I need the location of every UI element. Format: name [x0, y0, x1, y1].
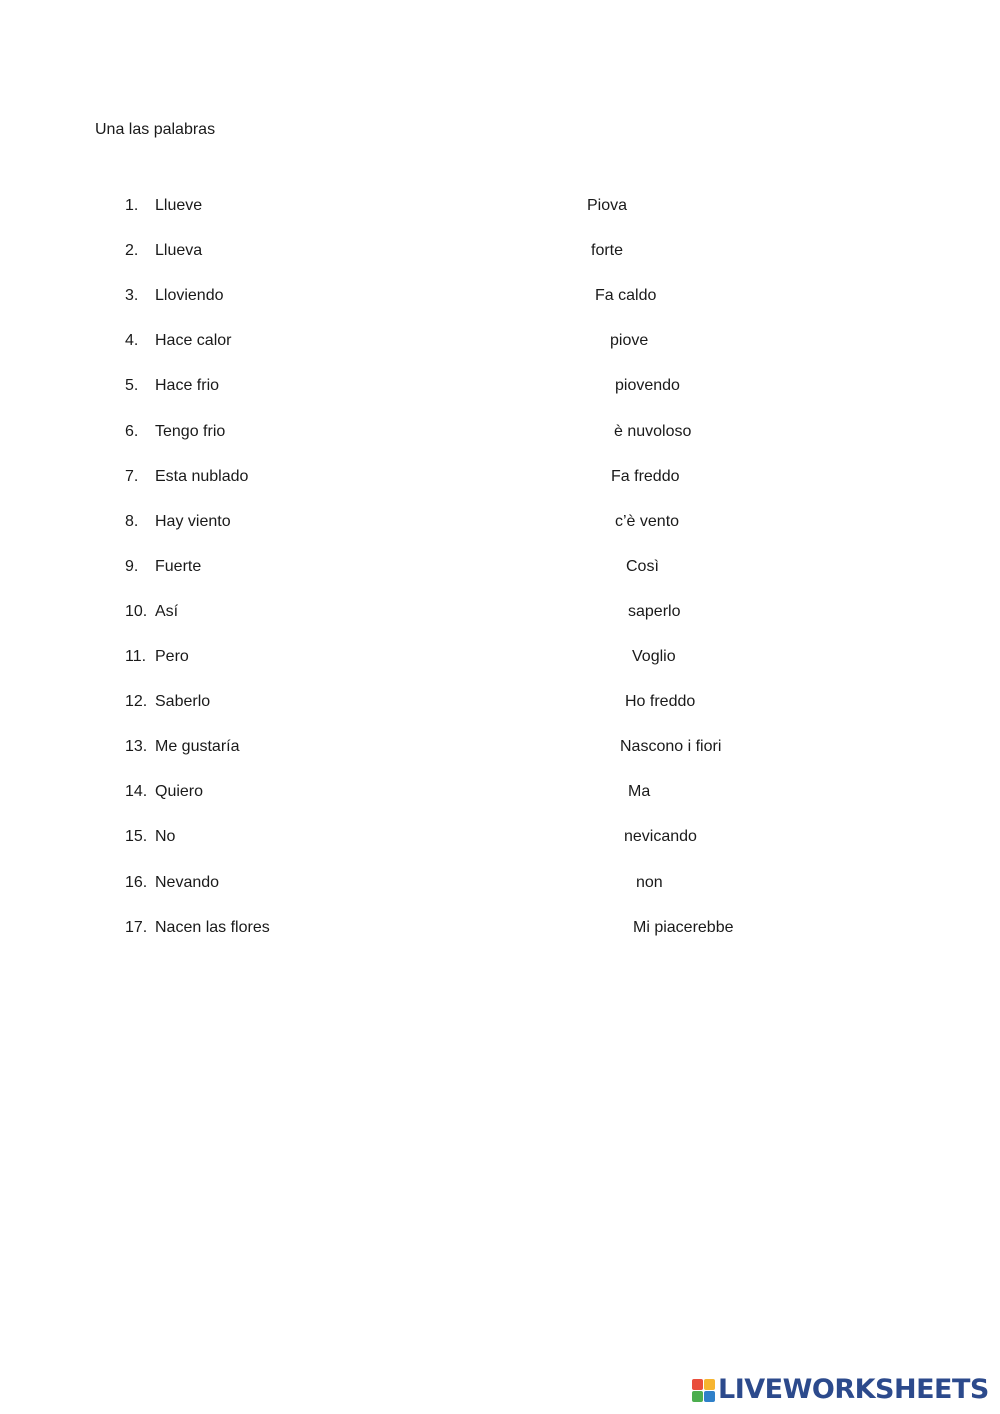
item-number: 4.: [125, 332, 139, 349]
list-item: [0, 736, 1000, 758]
item-number: 8.: [125, 513, 139, 530]
list-item: [0, 646, 1000, 668]
item-number: 6.: [125, 423, 139, 440]
list-item: [0, 511, 1000, 533]
spanish-word: Lloviendo: [155, 287, 224, 304]
logo-text: LIVEWORKSHEETS: [718, 1374, 989, 1405]
italian-word: non: [636, 874, 663, 891]
spanish-word: Quiero: [155, 783, 204, 800]
logo-square-green: [692, 1391, 703, 1402]
item-number: 9.: [125, 558, 139, 575]
spanish-word: Hay viento: [155, 513, 231, 530]
spanish-word: Saberlo: [155, 693, 211, 710]
item-number: 15.: [125, 828, 148, 845]
item-number: 13.: [125, 738, 148, 755]
italian-word: Nascono i fiori: [620, 738, 722, 755]
item-number: 11.: [125, 648, 147, 665]
list-item: [0, 826, 1000, 848]
logo-square-yellow: [704, 1379, 715, 1390]
list-item: [0, 330, 1000, 352]
logo-square-red: [692, 1379, 703, 1390]
list-item: [0, 872, 1000, 894]
italian-word: nevicando: [624, 828, 697, 845]
italian-word: piovendo: [615, 377, 680, 394]
italian-word: Così: [626, 558, 659, 575]
italian-word: piove: [610, 332, 649, 349]
spanish-word: Así: [155, 603, 179, 620]
item-number: 2.: [125, 242, 139, 259]
spanish-word: Fuerte: [155, 558, 202, 575]
italian-word: Fa freddo: [611, 468, 680, 485]
list-item: [0, 466, 1000, 488]
list-item: [0, 917, 1000, 939]
spanish-word: No: [155, 828, 176, 845]
italian-word: Piova: [587, 197, 628, 214]
italian-word: Mi piacerebbe: [633, 919, 734, 936]
item-number: 7.: [125, 468, 139, 485]
list-item: [0, 601, 1000, 623]
item-number: 10.: [125, 603, 148, 620]
list-item: [0, 285, 1000, 307]
item-number: 12.: [125, 693, 148, 710]
spanish-word: Llueva: [155, 242, 203, 259]
spanish-word: Nevando: [155, 874, 220, 891]
italian-word: c’è vento: [615, 513, 680, 530]
spanish-word: Llueve: [155, 197, 203, 214]
logo-square-blue: [704, 1391, 715, 1402]
italian-word: Ma: [628, 783, 651, 800]
italian-word: Ho freddo: [625, 693, 696, 710]
italian-word: saperlo: [628, 603, 681, 620]
italian-word: Voglio: [632, 648, 676, 665]
spanish-word: Hace frio: [155, 377, 220, 394]
list-item: [0, 421, 1000, 443]
italian-word: Fa caldo: [595, 287, 657, 304]
list-item: [0, 691, 1000, 713]
spanish-word: Pero: [155, 648, 189, 665]
italian-word: forte: [591, 242, 624, 259]
item-number: 17.: [125, 919, 148, 936]
spanish-word: Nacen las flores: [155, 919, 270, 936]
list-item: [0, 240, 1000, 262]
list-item: [0, 195, 1000, 217]
instruction-text: Una las palabras: [95, 121, 216, 138]
item-number: 14.: [125, 783, 148, 800]
list-item: [0, 556, 1000, 578]
italian-word: è nuvoloso: [614, 423, 692, 440]
spanish-word: Esta nublado: [155, 468, 249, 485]
list-item: [0, 781, 1000, 803]
item-number: 16.: [125, 874, 148, 891]
liveworksheets-logo-icon: [692, 1379, 715, 1402]
spanish-word: Hace calor: [155, 332, 232, 349]
liveworksheets-logo: [692, 1375, 989, 1405]
list-item: [0, 375, 1000, 397]
item-number: 1.: [125, 197, 139, 214]
item-number: 5.: [125, 377, 139, 394]
spanish-word: Me gustaría: [155, 738, 240, 755]
item-number: 3.: [125, 287, 139, 304]
spanish-word: Tengo frio: [155, 423, 226, 440]
